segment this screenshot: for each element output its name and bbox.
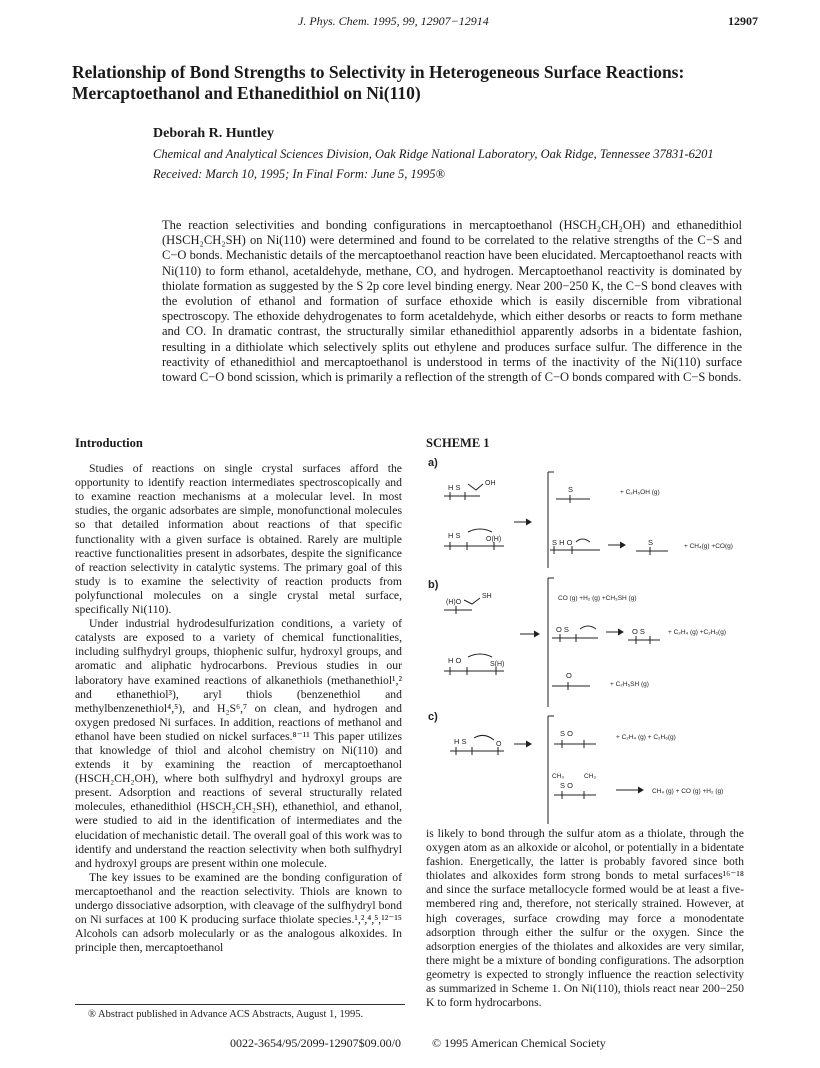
panel-b-product1-gas: CO (g) +H₂ (g) +CH₃SH (g) bbox=[558, 595, 637, 602]
panel-c-int-ch3-left: CH₃ bbox=[552, 773, 565, 780]
panel-a-reactant1: H S bbox=[448, 483, 461, 492]
received-dates: Received: March 10, 1995; In Final Form: June 5, 1995® bbox=[153, 167, 445, 181]
abstract: The reaction selectivities and bonding configurations in mercaptoethanol (HSCH₂CH₂OH) and ethanedithiol (HSCH₂CH₂SH) on Ni(110) were determined and found to be correlated to the relative strengths of the C−S and C−O bonds. Mechanistic details of the mercaptoethanol reaction have been elucidated. Mercaptoethanol reacts with Ni(110) to form ethanol, acetaldehyde, methane, CO, and hydrogen. Mercaptoethanol reactivity is dominated by thiolate formation as suggested by the S 2p core level binding energy. Near 200−250 K, the C−S bond cleaves with the evolution of ethanol and formation of surface ethoxide which is easily discernible from vibrational spectroscopy. The ethoxide dehydrogenates to form acetaldehyde, which either desorbs or reacts to form methane and CO. In dramatic contrast, the structurally similar ethanedithiol apparently adsorbs in a bidentate fashion, resulting in a dithiolate which selectively splits out ethylene and produces surface sulfur. The difference in the reactivity of ethanedithiol and mercaptoethanol is understood in terms of the inactivity of the Ni(110) surface toward C−O bond scission, which is primarily a reflection of the strength of C−O bonds compared with C−S bonds. bbox=[162, 218, 742, 385]
panel-b-bracket bbox=[548, 578, 554, 707]
panel-b-reactant2-chain bbox=[468, 654, 492, 657]
panel-a-bracket bbox=[548, 472, 554, 568]
panel-b-reactant2: H O bbox=[448, 656, 462, 665]
panel-c-bracket bbox=[548, 716, 554, 824]
intro-paragraph-2: Under industrial hydrodesulfurization conditions, a variety of catalysts are exposed to a variety of chemical functionalities, including sulfhydryl groups, thiophenic sulfur, hydroxyl groups, and aromatic and aliphatic hydrocarbons. Previous studies in our laboratory have examined reactions of alkanethiols (methanethiol¹,² and ethanethiol³), aryl thiols (benzenethiol and methylbenzenethiol⁴,⁵), and H₂S⁶,⁷ on clean, and hydrogen and oxygen predosed Ni surfaces. In addition, reactions of methanol and ethanol have been studied on nickel surfaces.⁸⁻¹¹ This paper utilizes that knowledge of thiol and alcohol chemistry on Ni(110) and extends it by examining the reaction of mercaptoethanol (HSCH₂CH₂OH), where both sulfhydryl and hydroxyl groups are present. Adsorption and reactions of several structurally related molecules, ethanedithiol (HSCH₂CH₂SH), ethanethiol, and ethanol, were studied to aid in the identification of intermediates and the elucidation of mechanistic detail. The overall goal of this work was to identify and understand the reaction selectivity when both sulfhydryl and hydroxyl groups are present within one molecule. bbox=[75, 617, 402, 870]
panel-a-product2-gas: + CH₄(g) +CO(g) bbox=[684, 543, 733, 550]
panel-a-reactant2-chain bbox=[468, 529, 492, 532]
footnote: ® Abstract published in Advance ACS Abstracts, August 1, 1995. bbox=[88, 1009, 364, 1020]
scheme-panel-c bbox=[428, 711, 723, 824]
panel-b-product3-atom: O bbox=[566, 671, 572, 680]
panel-c-reactant-o: O bbox=[496, 741, 502, 748]
panel-c-reactant: H S bbox=[454, 737, 467, 746]
article-title: Relationship of Bond Strengths to Selectivity in Heterogeneous Surface Reactions: Mercaptoethanol and Ethanedithiol on Ni(110) bbox=[72, 62, 685, 103]
panel-c-intermediate: S O bbox=[560, 781, 573, 790]
scheme-1-diagram bbox=[420, 452, 760, 824]
panel-a-product1-gas: + C₂H₅OH (g) bbox=[620, 489, 660, 496]
scheme-panel-b bbox=[428, 578, 726, 707]
panel-a-reactant2: H S bbox=[448, 531, 461, 540]
intro-paragraph-3: The key issues to be examined are the bonding configuration of mercaptoethanol and the reaction selectivity. Thiols are known to undergo dissociative adsorption, with cleavage of the sulfhydryl bond on Ni surfaces at 100 K producing surface thiolate species.¹,²,⁴,⁵,¹²⁻¹⁵ Alcohols can adsorb molecularly or as the analogous alkoxides. In principle then, mercaptoethanol bbox=[75, 870, 402, 955]
panel-a-intermediate: S H O bbox=[552, 538, 573, 547]
page-number: 12907 bbox=[728, 14, 758, 28]
panel-a-reactant1-oh: OH bbox=[485, 480, 496, 487]
panel-b-intermediate: O S bbox=[556, 625, 569, 634]
panel-b-reactant2-sh: S(H) bbox=[490, 661, 505, 668]
panel-b-reactant1-sh: SH bbox=[482, 593, 492, 600]
panel-b-label: b) bbox=[428, 579, 439, 591]
scheme-panel-a bbox=[428, 457, 733, 568]
panel-a-product1-atom: S bbox=[568, 485, 574, 494]
copyright: © 1995 American Chemical Society bbox=[432, 1036, 606, 1050]
panel-a-reactant1-chain bbox=[468, 484, 483, 490]
section-heading-introduction: Introduction bbox=[75, 436, 143, 450]
left-column bbox=[75, 436, 402, 955]
panel-c-product1-atoms: S O bbox=[560, 729, 573, 738]
article-code: 0022-3654/95/2099-12907$09.00/0 bbox=[230, 1036, 401, 1050]
panel-b-reactant1-oh: (H)O bbox=[446, 599, 462, 606]
panel-a-reactant2-oh: O(H) bbox=[486, 536, 502, 543]
right-column-paragraph: is likely to bond through the sulfur atom as a thiolate, through the oxygen atom as an alkoxide or alcohol, or potentially in a bidentate fashion. Energetically, the latter is probably favored since both thiolates and alkoxides form strong bonds to metal surfaces¹⁶⁻¹⁸ and since the surface metallocycle formed would be at least a five-membered ring and, therefore, not sterically strained. However, at high coverages, surface crowding may force a monodentate adsorption through either the sulfur or the oxygen. Since the adsorption energies of the thiolates and alkoxides are very similar, there might be a mixture of bonding configurations. The adsorption geometry is expected to strongly influence the reaction selectivity as summarized in Scheme 1. On Ni(110), thiols react near 200−250 K to form hydrocarbons. bbox=[426, 827, 744, 1010]
panel-b-product2-gas: + C₂H₄ (g) +C₂H₆(g) bbox=[668, 629, 726, 636]
panel-b-product3-gas: + C₂H₅SH (g) bbox=[610, 681, 649, 688]
panel-a-label: a) bbox=[428, 457, 438, 469]
panel-c-reactant-chain bbox=[474, 735, 494, 740]
panel-c-label: c) bbox=[428, 711, 438, 723]
author-name: Deborah R. Huntley bbox=[153, 126, 274, 141]
scheme-title: SCHEME 1 bbox=[426, 436, 490, 450]
panel-c-product2-gas: CH₄ (g) + CO (g) +H₂ (g) bbox=[652, 788, 724, 795]
panel-b-reactant1-chain bbox=[464, 598, 480, 604]
journal-reference: J. Phys. Chem. 1995, 99, 12907−12914 bbox=[298, 14, 489, 28]
right-column bbox=[426, 827, 744, 1010]
intro-paragraph-1: Studies of reactions on single crystal surfaces afford the opportunity to identify reaction intermediates spectroscopically and to examine reaction mechanisms at a molecular level. In most studies, the organic adsorbates are simple, monofunctional molecules so that detailed information about reactions of that specific functionality with a given surface is obtained. Rarely are multiple reactive functionalities present in adsorbates, despite the significance of reaction selectivity in catalytic systems. The primary goal of this study is to examine the selectivity of reaction products from polyfunctional molecules on a single crystal metal surface, specifically Ni(110). bbox=[75, 462, 402, 617]
footnote-divider bbox=[75, 1004, 405, 1005]
panel-c-int-ch3-right: CH₃ bbox=[584, 773, 597, 780]
panel-b-product2-atoms: O S bbox=[632, 627, 645, 636]
running-header bbox=[0, 14, 820, 32]
author-affiliation: Chemical and Analytical Sciences Division, Oak Ridge National Laboratory, Oak Ridge, Tennessee 37831-6201 bbox=[153, 147, 714, 161]
panel-c-product1-gas: + C₂H₄ (g) + C₂H₆(g) bbox=[616, 734, 676, 741]
panel-a-product2-atom: S bbox=[648, 538, 654, 547]
